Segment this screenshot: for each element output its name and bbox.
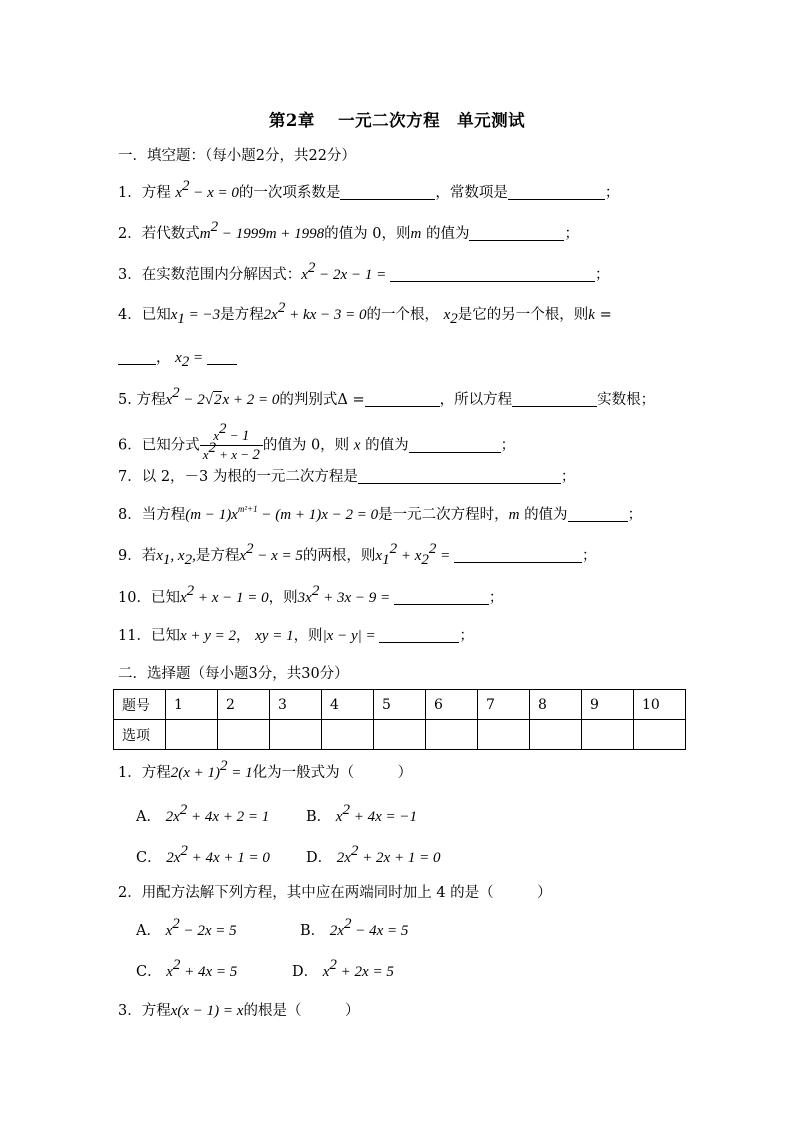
- option-label: A．: [136, 923, 161, 939]
- q10-prefix: 10．已知: [118, 590, 180, 606]
- option-equation: $x^2 + 2x = 5$: [322, 957, 394, 980]
- table-row-numbers: [114, 690, 686, 720]
- c1-option-d[interactable]: [306, 843, 441, 868]
- question-4-cont: [118, 348, 237, 368]
- q2-var: m: [410, 226, 422, 242]
- q6-mid: 的值为 0，则: [262, 437, 350, 454]
- option-equation: $2x^2 - 4x = 5$: [329, 916, 409, 939]
- q10-mid: ，则: [268, 590, 298, 606]
- q1-end: ；: [604, 185, 620, 201]
- q6-fraction: $\frac{x^2 - 1}{x^2 + x - 2}$: [200, 428, 263, 463]
- q10-equation: $x^2 + x - 1 = 0$: [179, 583, 269, 606]
- answer-cell[interactable]: [166, 720, 218, 750]
- q1-blank-b[interactable]: [508, 184, 605, 200]
- choice-question-1: [118, 758, 413, 783]
- c1-equation: $2(x + 1)^2 = 1$: [170, 758, 253, 781]
- q2-mid: 的值为 0，则: [324, 226, 411, 242]
- q11-sep: ，: [236, 628, 251, 644]
- q6-end: ；: [500, 437, 516, 454]
- option-equation: $x^2 + 4x = 5$: [166, 957, 238, 980]
- q5-blank-b[interactable]: [512, 391, 597, 407]
- q5-end: 实数根；: [597, 392, 656, 408]
- q8-end: ；: [627, 507, 643, 523]
- table-number-cell: 4: [322, 690, 374, 720]
- q10-blank[interactable]: [394, 589, 489, 605]
- q2-end: ；: [564, 226, 579, 242]
- q4-mid3: 是它的另一个根，则: [457, 307, 589, 323]
- section1-heading: 一．填空题：（每小题2分，共22分）: [118, 148, 356, 164]
- question-1: [118, 178, 620, 203]
- answer-cell[interactable]: [322, 720, 374, 750]
- answer-cell[interactable]: [374, 720, 426, 750]
- question-9: [118, 541, 597, 568]
- page-title: 第2章 一元二次方程 单元测试: [268, 111, 526, 130]
- q11-cond2: xy = 1: [255, 628, 294, 644]
- q8-blank[interactable]: [568, 506, 628, 522]
- q11-prefix: 11．已知: [118, 628, 180, 644]
- q6-var: x: [353, 437, 361, 454]
- option-label: A．: [136, 809, 161, 825]
- c1-option-b[interactable]: [306, 802, 417, 827]
- table-number-cell: 6: [426, 690, 478, 720]
- option-equation: $2x^2 + 4x + 2 = 1$: [165, 802, 270, 825]
- option-label: C．: [136, 850, 162, 866]
- q5-prefix: 5. 方程: [118, 392, 166, 408]
- q4-root: $x_1 = -3$: [170, 307, 221, 327]
- q6-blank[interactable]: [409, 437, 501, 453]
- table-number-cell: 1: [166, 690, 218, 720]
- c3-stem-suffix: 的根是（ ）: [243, 1003, 360, 1019]
- c1-option-a[interactable]: [136, 802, 270, 827]
- choice-question-2: 2．用配方法解下列方程，其中应在两端同时加上 4 的是（ ）: [118, 885, 552, 901]
- table-number-cell: 8: [530, 690, 582, 720]
- option-equation: $x^2 + 4x = -1$: [335, 802, 417, 825]
- q6-prefix: 6．已知分式: [118, 437, 200, 454]
- table-header-label: 题号: [114, 690, 166, 720]
- table-number-cell: 3: [270, 690, 322, 720]
- answer-cell[interactable]: [218, 720, 270, 750]
- q7-end: ；: [560, 469, 576, 485]
- q9-prefix: 9．若: [118, 548, 157, 564]
- q4-k: k: [588, 307, 595, 323]
- question-3: [118, 260, 610, 285]
- q1-mid: 的一次项系数是: [238, 185, 341, 201]
- q2-expression: $m^2 - 1999m + 1998$: [199, 219, 325, 242]
- q11-expression: |x − y| =: [322, 628, 380, 644]
- q5-equation: $x^2 - 2√2x + 2 = 0$: [165, 385, 280, 408]
- c2-option-d[interactable]: [292, 957, 394, 982]
- q9-mid2: 的两根，则: [302, 548, 376, 564]
- q8-prefix: 8．当方程: [118, 507, 186, 523]
- q4-x2-label: $x_2$ =: [175, 350, 207, 370]
- c2-option-c[interactable]: [136, 957, 238, 982]
- q4-equation: $2x^2$ + kx − 3 = 0: [263, 300, 367, 323]
- answer-cell[interactable]: [582, 720, 634, 750]
- q2-mid2: 的值为: [425, 226, 470, 242]
- q10-expression: $3x^2 + 3x - 9$ =: [297, 583, 394, 606]
- answer-cell[interactable]: [634, 720, 686, 750]
- option-label: C．: [136, 964, 162, 980]
- q4-mid: 是方程: [220, 307, 264, 323]
- table-row-answers: [114, 720, 686, 750]
- choice-question-3: [118, 1001, 359, 1021]
- q5-blank-a[interactable]: [365, 391, 440, 407]
- c2-option-a[interactable]: [136, 916, 237, 941]
- c1-stem-prefix: 1．方程: [118, 765, 171, 781]
- q9-end: ；: [581, 548, 597, 564]
- q3-blank[interactable]: [390, 266, 595, 282]
- option-equation: $2x^2 + 2x + 1 = 0$: [336, 843, 441, 866]
- question-7: [118, 467, 575, 487]
- q11-blank[interactable]: [379, 627, 459, 643]
- option-label: D．: [306, 850, 333, 866]
- q4-mid2: 的一个根，: [366, 307, 440, 323]
- answer-table: [113, 689, 686, 750]
- c2-option-b[interactable]: [300, 916, 409, 941]
- answer-cell[interactable]: [478, 720, 530, 750]
- table-answer-label: 选项: [114, 720, 166, 750]
- q7-blank[interactable]: [358, 468, 561, 484]
- table-number-cell: 10: [634, 690, 686, 720]
- q11-mid: ，则: [293, 628, 323, 644]
- q9-equation: $x^2 - x = 5$: [239, 541, 303, 564]
- q4-prefix: 4．已知: [118, 307, 171, 323]
- q4-blank-x2[interactable]: [207, 349, 237, 365]
- q8-mid2: 的值为: [524, 507, 568, 523]
- c1-option-c[interactable]: [136, 843, 270, 868]
- option-label: B．: [300, 923, 326, 939]
- section2-heading: 二．选择题（每小题3分，共30分）: [118, 666, 349, 682]
- answer-cell[interactable]: [426, 720, 478, 750]
- question-8: [118, 505, 642, 525]
- option-equation: $2x^2 + 4x + 1 = 0$: [166, 843, 270, 866]
- q9-mid: 是方程: [195, 548, 240, 564]
- c3-equation: x(x − 1) = x: [170, 1003, 244, 1019]
- question-4: 4．已知$x_1 = -3$是方程$2x^2$ + kx − 3 = 0的一个根， $x_2$是它的另一个根，则k =: [118, 300, 612, 327]
- q2-prefix: 2．若代数式: [118, 226, 200, 242]
- q4-x2: $x_2$: [443, 307, 458, 327]
- q7-prefix: 7．以 2，－3 为根的一元二次方程是: [118, 469, 358, 485]
- question-5: [118, 385, 656, 410]
- table-number-cell: 7: [478, 690, 530, 720]
- c1-stem-suffix: 化为一般式为（ ）: [252, 765, 413, 781]
- q3-end: ；: [594, 267, 610, 283]
- c3-stem-prefix: 3．方程: [118, 1003, 171, 1019]
- q6-mid2: 的值为: [365, 437, 409, 454]
- q8-var: m: [508, 507, 520, 523]
- table-number-cell: 2: [218, 690, 270, 720]
- q8-mid: 是一元二次方程时，: [378, 507, 509, 523]
- q3-prefix: 3．在实数范围内分解因式：: [118, 267, 302, 283]
- q3-expression: $x^2 - 2x - 1$ =: [301, 260, 390, 283]
- q1-prefix: 1．方程: [118, 185, 171, 201]
- q9-blank[interactable]: [454, 547, 582, 563]
- q11-end: ；: [459, 628, 474, 644]
- q9-roots: $x_1$, $x_2$,: [156, 548, 196, 568]
- q2-blank[interactable]: [469, 225, 564, 241]
- question-2: [118, 219, 579, 244]
- q1-blank-a[interactable]: [340, 184, 435, 200]
- question-6: [118, 421, 516, 463]
- q1-equation: $x^2 - x = 0$: [175, 178, 239, 201]
- answer-cell[interactable]: [270, 720, 322, 750]
- q4-blank-k[interactable]: [118, 349, 156, 365]
- q5-mid: 的判别式Δ =: [279, 392, 365, 408]
- q11-cond1: x + y = 2: [179, 628, 237, 644]
- q5-mid2: ，所以方程: [439, 392, 513, 408]
- q10-end: ；: [488, 590, 504, 606]
- option-label: B．: [306, 809, 332, 825]
- table-number-cell: 5: [374, 690, 426, 720]
- q8-equation: $(m - 1)x^{m^2+1} - (m + 1)x - 2 = 0$: [185, 504, 379, 523]
- option-equation: $x^2 - 2x = 5$: [165, 916, 237, 939]
- q4-end2: ，: [156, 350, 171, 366]
- q9-expression: $x_1^2 + x_2^2$ =: [375, 541, 454, 568]
- question-10: [118, 583, 504, 608]
- option-label: D．: [292, 964, 319, 980]
- answer-cell[interactable]: [530, 720, 582, 750]
- question-11: [118, 626, 474, 646]
- q1-sep: ，常数项是: [435, 185, 508, 201]
- table-number-cell: 9: [582, 690, 634, 720]
